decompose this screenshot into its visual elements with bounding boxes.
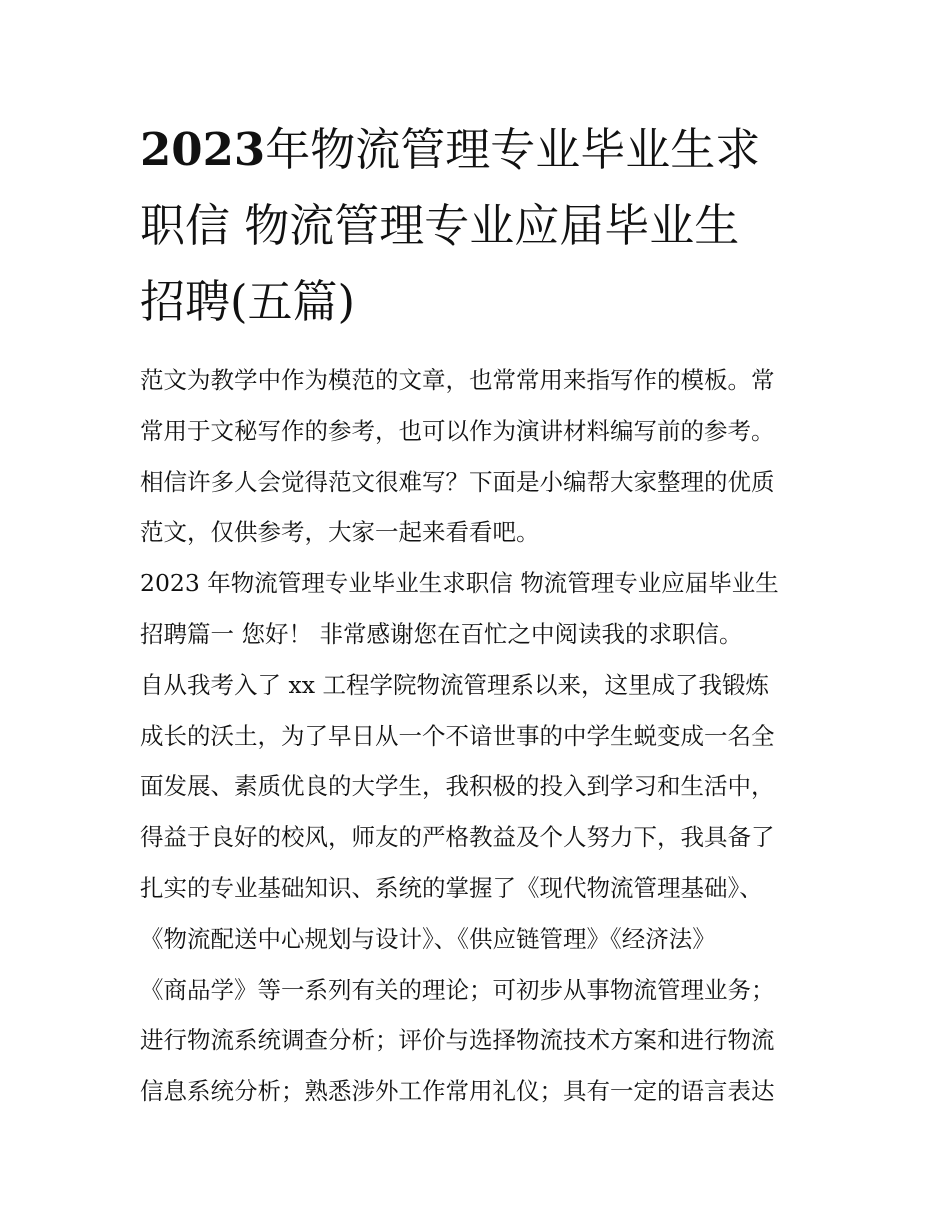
body-line: 范文为教学中作为模范的文章，也常常用来指写作的模板。常	[140, 366, 775, 394]
title-line: 招聘(五篇)	[140, 275, 356, 328]
body-line: 进行物流系统调查分析；评价与选择物流技术方案和进行物流	[140, 1026, 775, 1055]
body-line: 得益于良好的校风，师友的严格教益及个人努力下，我具备了	[140, 823, 775, 852]
document-title	[140, 112, 820, 340]
body-line: 《物流配送中心规划与设计》、《供应链管理》《经济法》	[140, 924, 716, 953]
body-line: 范文，仅供参考，大家一起来看看吧。	[140, 518, 540, 547]
body-line: 常用于文秘写作的参考，也可以作为演讲材料编写前的参考。	[140, 416, 775, 445]
title-line	[140, 112, 820, 188]
body-line: 招聘篇一 您好！ 非常感谢您在百忙之中阅读我的求职信。	[140, 619, 743, 648]
title-line-text: 年物流管理专业毕业生求	[265, 123, 761, 176]
title-line: 职信 物流管理专业应届毕业生	[140, 199, 740, 252]
body-line: 《商品学》等一系列有关的理论；可初步从事物流管理业务；	[140, 975, 775, 1004]
body-line: 成长的沃土，为了早日从一个不谙世事的中学生蜕变成一名全	[140, 721, 775, 750]
body-line: 自从我考入了 xx 工程学院物流管理系以来，这里成了我锻炼	[140, 670, 769, 699]
body-line: 2023 年物流管理专业毕业生求职信 物流管理专业应届毕业生	[140, 569, 779, 598]
body-line: 相信许多人会觉得范文很难写？下面是小编帮大家整理的优质	[140, 467, 775, 496]
body-line: 信息系统分析；熟悉涉外工作常用礼仪；具有一定的语言表达	[140, 1077, 775, 1106]
body-line: 扎实的专业基础知识、系统的掌握了《现代物流管理基础》、	[140, 873, 763, 902]
document-body	[140, 355, 820, 1117]
body-line: 面发展、素质优良的大学生，我积极的投入到学习和生活中，	[140, 772, 775, 801]
title-year: 2023	[140, 123, 266, 176]
